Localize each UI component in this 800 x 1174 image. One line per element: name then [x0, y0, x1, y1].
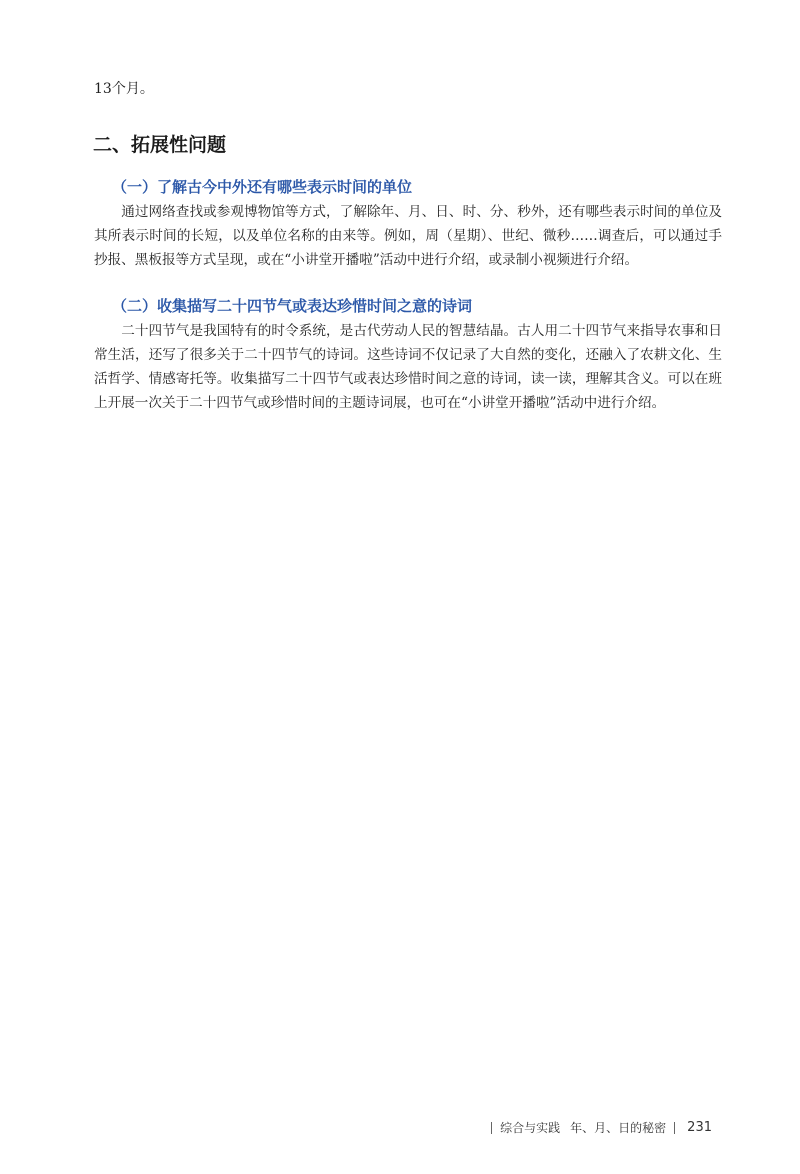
footer-section-label: 综合与实践	[500, 1121, 561, 1135]
footer-chapter-label: 年、月、日的秘密	[570, 1121, 667, 1135]
subsection-paragraph-2: 二十四节气是我国特有的时令系统，是古代劳动人民的智慧结晶。古人用二十四节气来指导农事和日常生活，还写了很多关于二十四节气的诗词。这些诗词不仅记录了大自然的变化，还融入了农耕文化、生活哲学、情感寄托等。收集描写二十四节气或表达珍惜时间之意的诗词，读一读，理解其含义。可以在班上开展一次关于二十四节气或珍惜时间的主题诗词展，也可在“小讲堂开播啦”活动中进行介绍。	[94, 323, 722, 411]
subsection-title-1: （一）了解古今中外还有哪些表示时间的单位	[112, 178, 413, 196]
footer-divider-left	[491, 1122, 492, 1134]
subsection-title-2: （二）收集描写二十四节气或表达珍惜时间之意的诗词	[112, 297, 473, 315]
continuation-text: 13个月。	[94, 81, 154, 97]
subsection-paragraph-1: 通过网络查找或参观博物馆等方式，了解除年、月、日、时、分、秒外，还有哪些表示时间的单位及其所表示时间的长短，以及单位名称的由来等。例如，周（星期）、世纪、微秒……调查后，可以通过手抄报、黑板报等方式呈现，或在“小讲堂开播啦”活动中进行介绍，或录制小视频进行介绍。	[94, 204, 722, 268]
page-footer	[483, 1120, 712, 1136]
footer-divider-right	[674, 1122, 675, 1134]
page-number: 231	[687, 1120, 712, 1135]
section-heading: 二、拓展性问题	[93, 134, 227, 156]
